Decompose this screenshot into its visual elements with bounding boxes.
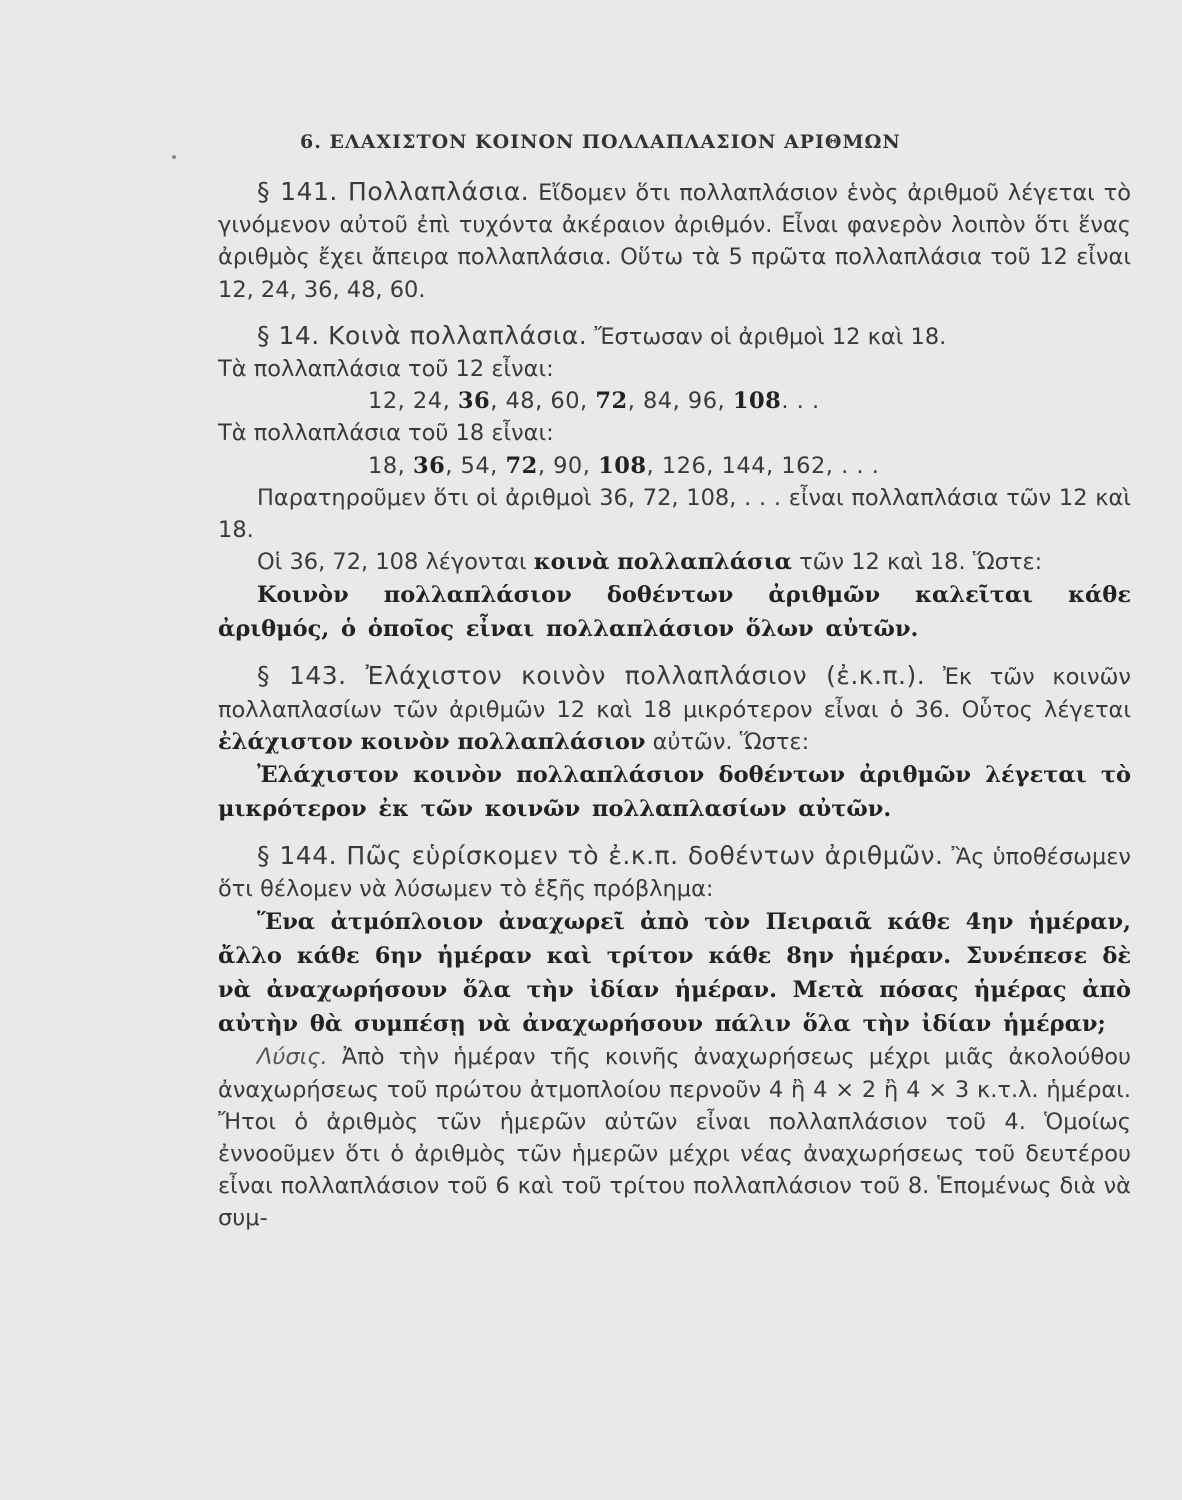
section-142-text: Ἔστωσαν οἱ ἀριθμοὶ 12 καὶ 18.	[587, 323, 947, 350]
seq12-part: , 48, 60,	[490, 388, 596, 415]
solution-text: Ἀπὸ τὴν ἡμέραν τῆς κοινῆς ἀναχωρήσεως μέχρι μιᾶς ἀκολούθου ἀναχωρήσεως τοῦ πρώτου ἀτμοπλοίου περνοῦν 4 ἢ 4 × 2 ἢ 4 × 3 κ.τ.λ. ἡμέραι. Ἤτοι ὁ ἀριθμὸς τῶν ἡμερῶν αὐτῶν εἶναι πολλαπλάσιον τοῦ 4. Ὁμοίως ἐννοοῦμεν ὅτι ὁ ἀριθμὸς τῶν ἡμερῶν μέχρι νέας ἀναχωρήσεως τοῦ δευτέρου εἶναι πολλαπλάσιον τοῦ 6 καὶ τοῦ τρίτου πολλαπλάσιον τοῦ 8. Ἑπομένως διὰ νὰ συμ-	[218, 1044, 1131, 1232]
section-143	[218, 660, 1131, 758]
seq12-part: 12, 24,	[368, 388, 458, 415]
observation-paragraph: Παρατηροῦμεν ὅτι οἱ ἀριθμοὶ 36, 72, 108, . . . εἶναι πολλαπλάσια τῶν 12 καὶ 18.	[218, 484, 1131, 544]
common-multiples-text: τῶν 12 καὶ 18. Ὥστε:	[791, 549, 1043, 576]
seq12-part: . . .	[781, 388, 820, 415]
section-141-text: Εἴδομεν ὅτι πολλαπλάσιον ἑνὸς ἀριθμοῦ λέγεται τὸ γινόμενον αὐτοῦ ἐπὶ τυχόντα ἀκέραιον ἀριθμόν. Εἶναι φανερὸν λοιπὸν ὅτι ἕνας ἀριθμὸς ἔχει ἄπειρα πολλαπλάσια. Οὕτω τὰ 5 πρῶτα πολλαπλάσια τοῦ 12 εἶναι 12, 24, 36, 48, 60.	[218, 180, 1131, 303]
common-multiples-paragraph	[218, 546, 1131, 578]
solution-label: Λύσις.	[257, 1044, 328, 1071]
section-143-heading: § 143. Ἐλάχιστον κοινὸν πολλαπλάσιον (ἐ.κ.π.).	[257, 661, 926, 691]
seq18-part: , 54,	[445, 452, 506, 479]
lcm-definition: Ἐλάχιστον κοινὸν πολλαπλάσιον δοθέντων ἀριθμῶν λέγεται τὸ μικρότερον ἐκ τῶν κοινῶν πολλαπλασίων αὐτῶν.	[218, 762, 1131, 823]
common-multiples-term: κοινὰ πολλαπλάσια	[533, 549, 792, 576]
seq18-part: , 126, 144, 162, . . .	[646, 452, 880, 479]
seq18-common: 108	[598, 452, 647, 479]
seq18-common: 72	[505, 452, 538, 479]
page-body	[218, 176, 1131, 1235]
section-144-text: Ἂς ὑποθέσωμεν ὅτι θέλομεν νὰ λύσωμεν τὸ ἑξῆς πρόβλημα:	[218, 844, 1131, 903]
seq12-common: 108	[732, 388, 782, 415]
section-144	[218, 840, 1131, 905]
seq12-common: 36	[457, 388, 491, 415]
ships-problem: Ἕνα ἀτμόπλοιον ἀναχωρεῖ ἀπὸ τὸν Πειραιᾶ κάθε 4ην ἡμέραν, ἄλλο κάθε 6ην ἡμέραν καὶ τρίτον κάθε 8ην ἡμέραν. Συνέπεσε δὲ νὰ ἀναχωρήσουν ὅλα τὴν ἰδίαν ἡμέραν. Μετὰ πόσας ἡμέρας ἀπὸ αὐτὴν θὰ συμπέσῃ νὰ ἀναχωρήσουν πάλιν ὅλα τὴν ἰδίαν ἡμέραν;	[218, 909, 1131, 1038]
lcm-term: ἐλάχιστον κοινὸν πολλαπλάσιον	[218, 728, 646, 755]
section-142	[218, 320, 1131, 353]
seq18-common: 36	[412, 452, 446, 479]
common-multiple-definition: Κοινὸν πολλαπλάσιον δοθέντων ἀριθμῶν καλεῖται κάθε ἀριθμός, ὁ ὁποῖος εἶναι πολλαπλάσιον ὅλων αὐτῶν.	[218, 582, 1131, 643]
section-141-heading: § 141. Πολλαπλάσια.	[257, 177, 530, 206]
section-143-text: αὐτῶν. Ὥστε:	[645, 728, 810, 755]
seq18-part: 18,	[368, 452, 413, 479]
seq12-common: 72	[595, 388, 628, 415]
section-143-text: Ἐκ τῶν κοινῶν πολλαπλασίων τῶν ἀριθμῶν 12 καὶ 18 μικρότερον εἶναι ὁ 36. Οὗτος λέγεται	[218, 664, 1131, 723]
section-141	[218, 176, 1131, 306]
seq12-part: , 84, 96,	[627, 388, 733, 415]
multiples-12-label: Τὰ πολλαπλάσια τοῦ 12 εἶναι:	[218, 356, 554, 383]
multiples-12-sequence	[218, 385, 1131, 417]
seq18-part: , 90,	[537, 452, 599, 479]
section-142-heading: § 14. Κοινὰ πολλαπλάσια.	[257, 320, 588, 350]
solution-paragraph	[218, 1041, 1131, 1234]
section-144-heading: § 144. Πῶς εὑρίσκομεν τὸ ἐ.κ.π. δοθέντων ἀριθμῶν.	[257, 841, 944, 871]
common-multiples-text: Οἱ 36, 72, 108 λέγονται	[257, 549, 534, 576]
chapter-title: 6. ΕΛΑΧΙΣΤΟΝ ΚΟΙΝΟΝ ΠΟΛΛΑΠΛΑΣΙΟΝ ΑΡΙΘΜΩΝ	[300, 131, 901, 153]
multiples-18-sequence	[218, 450, 1131, 482]
margin-dot	[172, 155, 176, 159]
multiples-18-label: Τὰ πολλαπλάσια τοῦ 18 εἶναι:	[218, 420, 554, 447]
